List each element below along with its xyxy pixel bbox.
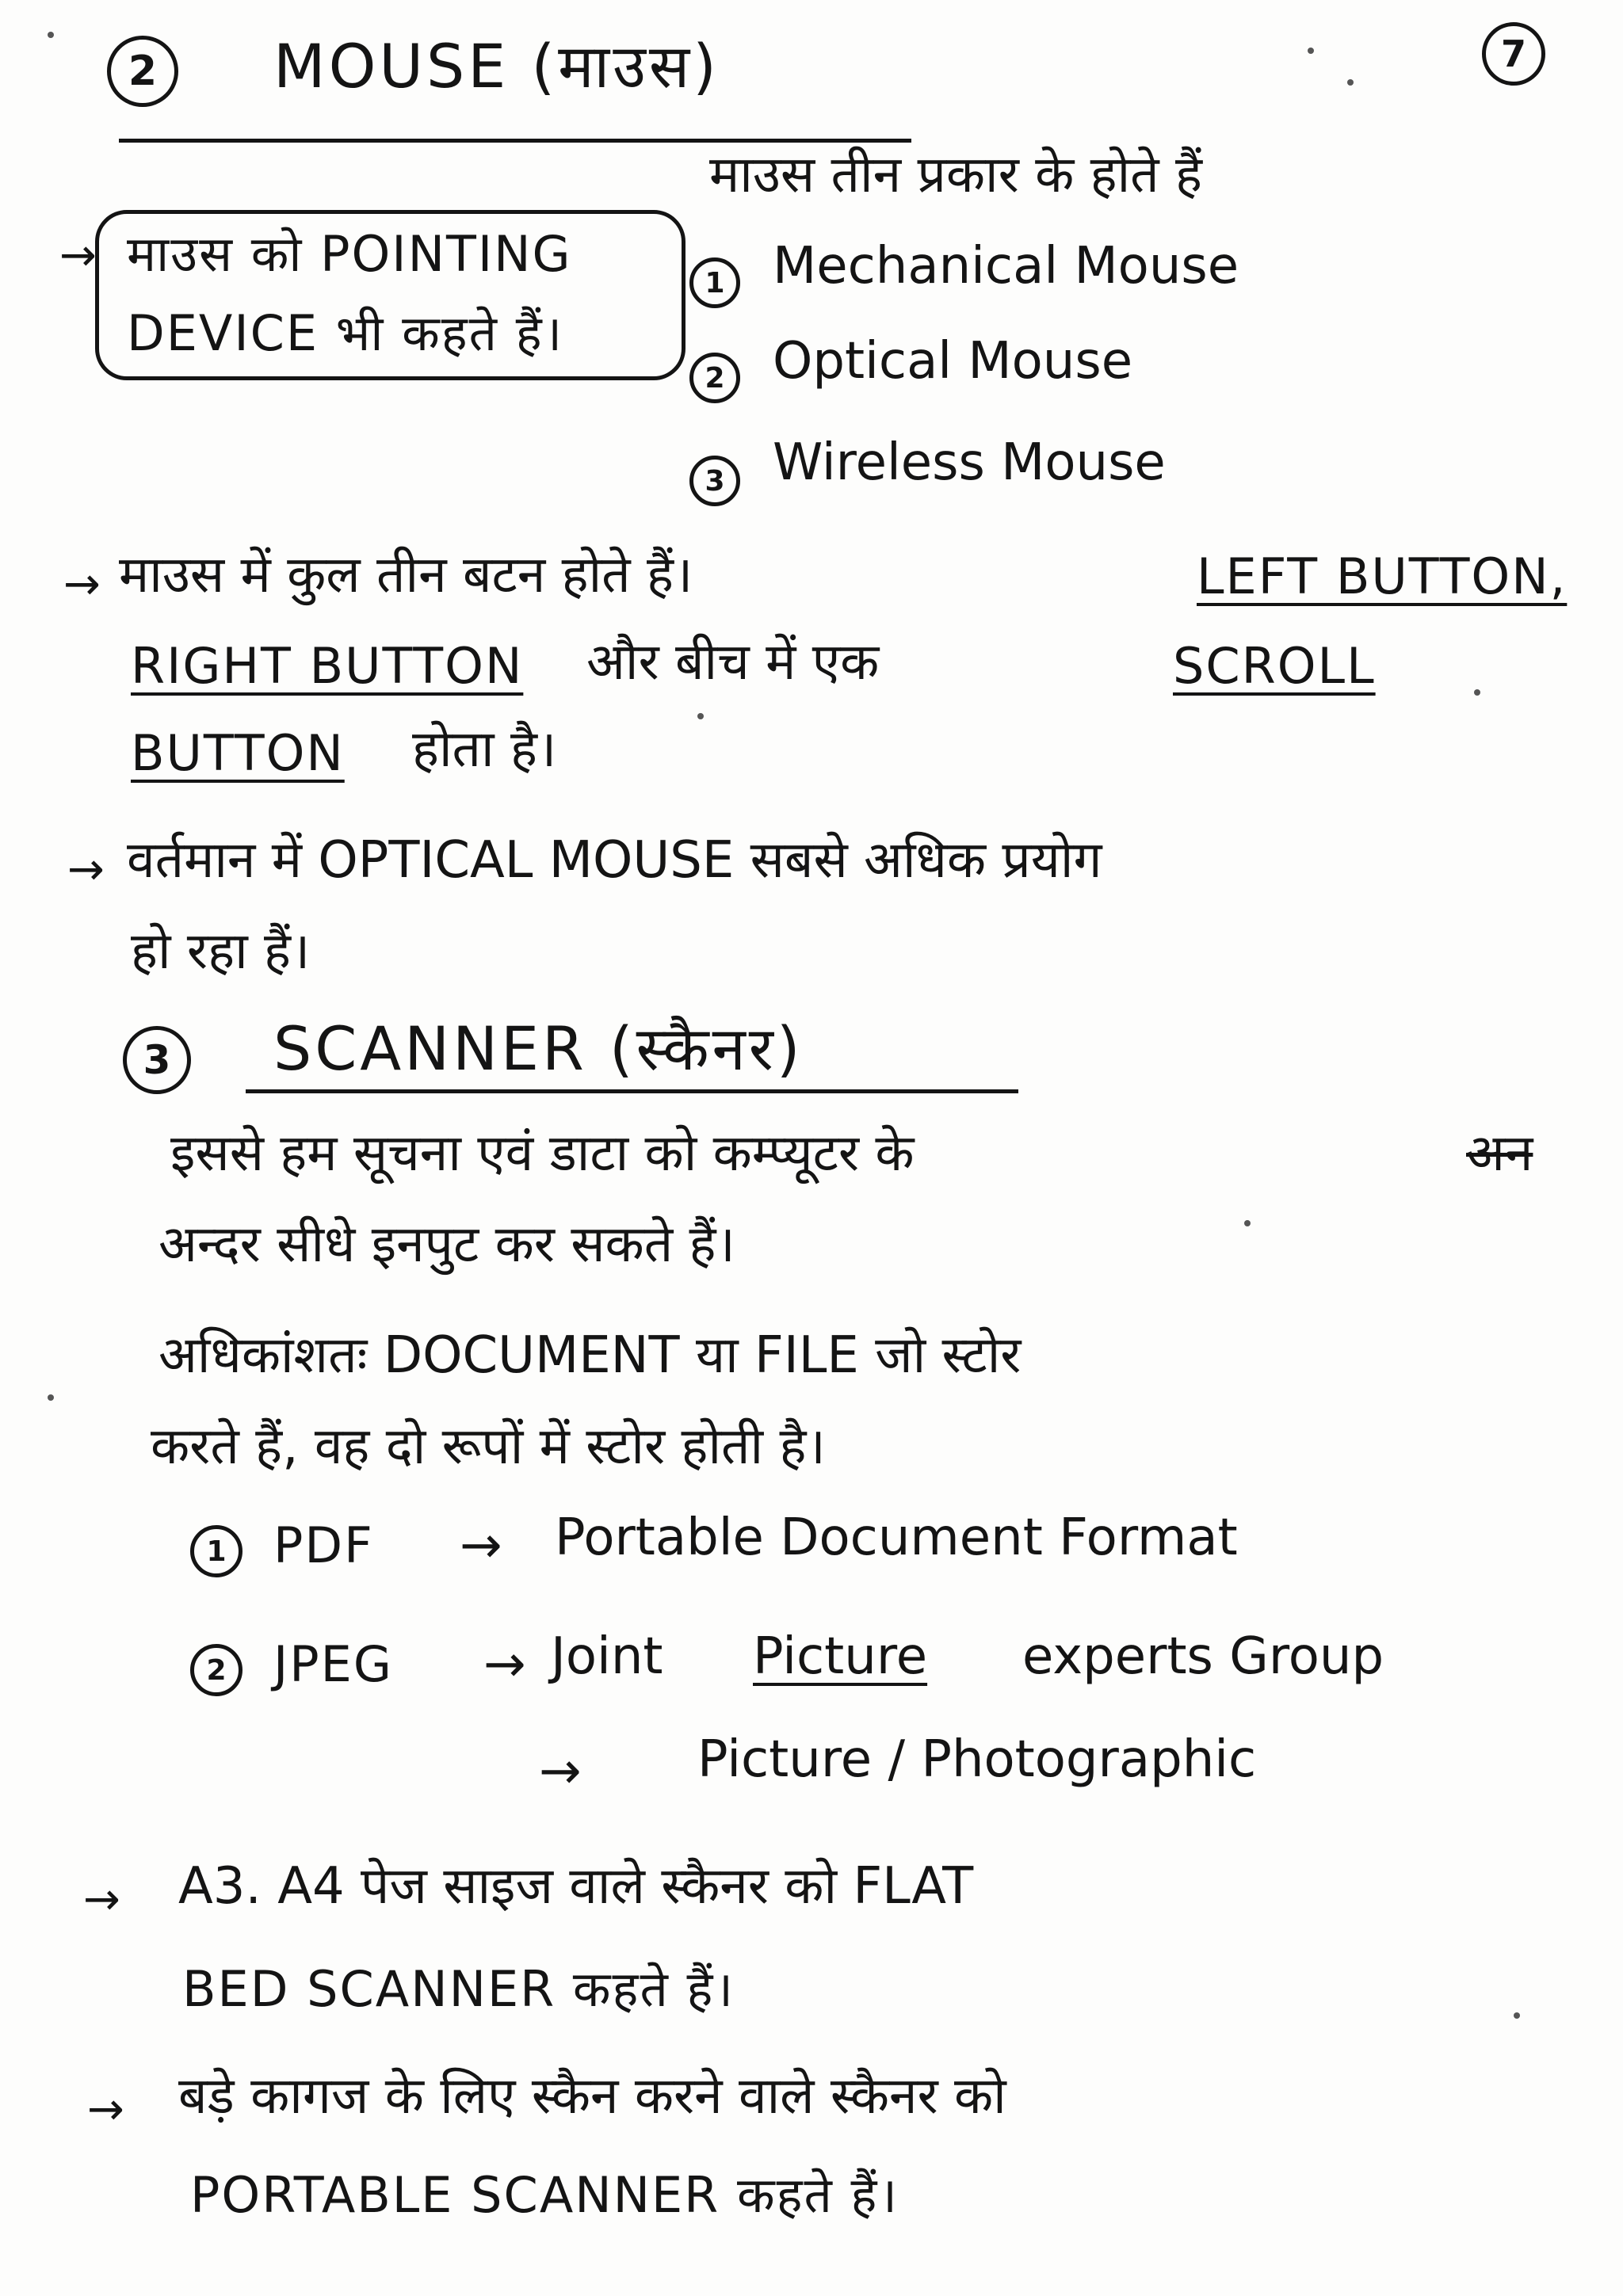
mouse-type-number: 3: [689, 456, 740, 506]
portable-text: बड़े कागज के लिए स्कैन करने वाले स्कैनर को: [178, 2067, 1006, 2126]
paper-speck: [48, 32, 54, 38]
scroll-term: SCROLL: [1173, 637, 1376, 695]
mouse-type-number: 1: [689, 257, 740, 308]
bullet-arrow: →: [67, 844, 105, 895]
mouse-types-heading: माउस तीन प्रकार के होते हैं: [709, 146, 1202, 204]
optical-text: वर्तमान में OPTICAL MOUSE सबसे अधिक प्रयोग: [127, 831, 1102, 890]
buttons-text: और बीच में एक: [586, 633, 880, 692]
buttons-text: होता है।: [412, 720, 557, 779]
format-number: 1: [190, 1525, 242, 1577]
flatbed-text: BED SCANNER कहते हैं।: [182, 1960, 735, 2018]
struck-word: अन: [1466, 1124, 1533, 1183]
flatbed-text: A3. A4 पेज साइज वाले स्कैनर को FLAT: [178, 1857, 974, 1916]
mouse-type-label: Optical Mouse: [773, 332, 1133, 391]
scanner-desc: इससे हम सूचना एवं डाटा को कम्प्यूटर के: [170, 1124, 915, 1183]
bullet-arrow: →: [59, 230, 97, 281]
bullet-arrow: →: [83, 1874, 120, 1925]
jpeg-alt-meaning: Picture / Photographic: [697, 1730, 1257, 1789]
bullet-arrow: →: [87, 2084, 124, 2135]
scroll-button-term: BUTTON: [131, 724, 345, 782]
scanner-section-number: 3: [123, 1026, 191, 1094]
mouse-type-label: Mechanical Mouse: [773, 237, 1239, 296]
jpeg-full-joint: Joint: [551, 1627, 663, 1686]
store-text: अधिकांशतः DOCUMENT या FILE जो स्टोर: [158, 1326, 1022, 1385]
paper-speck: [48, 1394, 54, 1401]
mouse-section-title: MOUSE (माउस): [273, 31, 720, 101]
pdf-abbr: PDF: [273, 1516, 374, 1574]
portable-text: PORTABLE SCANNER कहते हैं।: [190, 2166, 899, 2224]
title-underline: [246, 1089, 1018, 1093]
format-arrow: →: [483, 1635, 526, 1694]
right-button-term: RIGHT BUTTON: [131, 637, 524, 695]
optical-text: हो रहा हैं।: [131, 922, 311, 981]
mouse-section-number: 2: [107, 36, 178, 107]
pdf-full: Portable Document Format: [555, 1508, 1238, 1567]
pointing-note-line2: DEVICE भी कहते हैं।: [127, 304, 564, 362]
paper-speck: [1514, 2012, 1520, 2019]
store-text: करते हैं, वह दो रूपों में स्टोर होती है।: [151, 1417, 826, 1476]
format-number: 2: [190, 1644, 242, 1696]
format-arrow: →: [460, 1516, 502, 1575]
paper-speck: [1347, 79, 1354, 86]
paper-speck: [1244, 1220, 1251, 1226]
paper-speck: [1308, 48, 1314, 54]
title-underline: [119, 139, 911, 143]
format-arrow: →: [539, 1742, 582, 1801]
paper-speck: [1474, 689, 1480, 696]
pointing-note-line1: माउस को POINTING: [127, 225, 572, 283]
jpeg-full-group: experts Group: [1022, 1627, 1384, 1686]
page-number: 7: [1482, 22, 1545, 86]
left-button-term: LEFT BUTTON,: [1197, 547, 1568, 605]
jpeg-abbr: JPEG: [273, 1635, 393, 1693]
mouse-type-number: 2: [689, 353, 740, 403]
buttons-text: माउस में कुल तीन बटन होते हैं।: [119, 546, 693, 605]
bullet-arrow: →: [63, 559, 101, 610]
scanner-desc: अन्दर सीधे इनपुट कर सकते हैं।: [158, 1215, 735, 1274]
mouse-type-label: Wireless Mouse: [773, 433, 1166, 492]
paper-speck: [697, 713, 704, 719]
scanner-section-title: SCANNER (स्कैनर): [273, 1013, 804, 1084]
jpeg-full-picture: Picture: [753, 1627, 928, 1686]
